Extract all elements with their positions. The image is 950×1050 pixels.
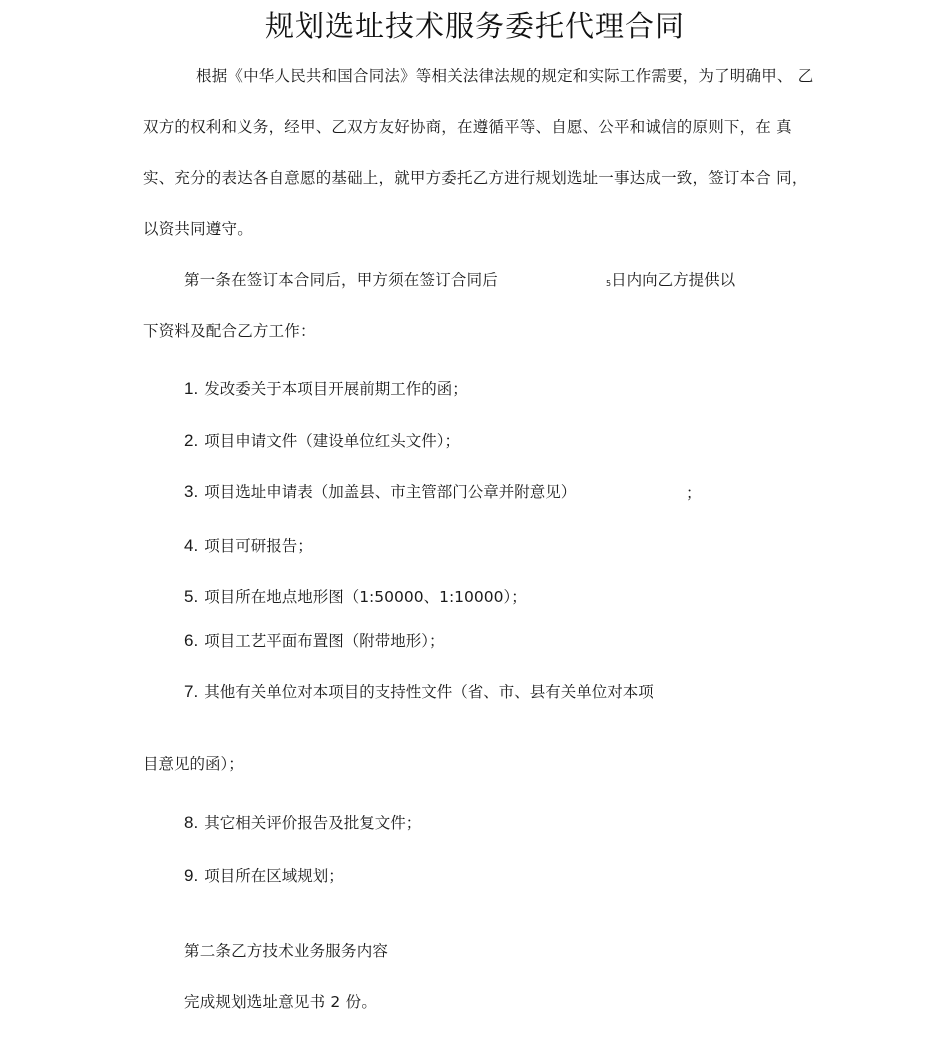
list-item-continuation: 目意见的函）； [143,755,244,773]
list-item-text: 项目可研报告； [204,537,313,555]
list-item-text: 其他有关单位对本项目的支持性文件（省、市、县有关单位对本项 [204,683,654,701]
list-item-number: 1. [184,379,199,398]
list-item-text: 项目所在区域规划； [204,867,344,885]
list-item-text: 项目工艺平面布置图（附带地形）； [204,632,445,650]
list-item [184,534,313,556]
list-item [184,629,444,651]
list-item-number: 4. [184,536,199,555]
list-item [184,680,654,702]
article1-lead: 第一条在签订本合同后，甲方须在签订合同后 [184,271,499,289]
article1-line-2: 下资料及配合乙方工作： [143,322,316,340]
document-title: 规划选址技术服务委托代理合同 [264,9,685,43]
list-item [184,864,344,886]
intro-line-1: 根据《中华人民共和国合同法》等相关法律法规的规定和实际工作需要，为了明确甲、 乙 [196,67,814,85]
intro-line-4: 以资共同遵守。 [143,220,253,238]
list-item [184,429,460,451]
list-item-number: 8. [184,813,199,832]
intro-line-2: 双方的权利和义务，经甲、乙双方友好协商，在遵循平等、自愿、公平和诚信的原则下，在 真 [143,118,792,136]
article2-heading: 第二条乙方技术业务服务内容 [184,942,389,960]
list-item-number: 2. [184,431,199,450]
list-item-text: 发改委关于本项目开展前期工作的函； [204,380,468,398]
article1-days-group [606,268,735,290]
list-item [184,377,468,399]
article1-days-value: 5 [606,279,612,288]
list-item-text: 项目申请文件（建设单位红头文件）； [204,432,460,450]
list-item-text: 其它相关评价报告及批复文件； [204,814,422,832]
list-item-number: 3. [184,482,199,501]
article2-content: 完成规划选址意见书 2 份。 [184,993,378,1011]
list-item-number: 5. [184,587,199,606]
list-item [184,585,527,607]
list-item [184,811,421,833]
list-item [184,480,576,502]
list-item-text: 项目所在地点地形图（1:50000、1:10000）； [204,588,527,606]
list-item-suffix: ； [686,484,702,502]
list-item-number: 6. [184,631,199,650]
intro-line-3: 实、充分的表达各自意愿的基础上，就甲方委托乙方进行规划选址一事达成一致，签订本合 同， [143,169,808,187]
list-item-number: 9. [184,866,199,885]
list-item-number: 7. [184,682,199,701]
list-item-text: 项目选址申请表（加盖县、市主管部门公章并附意见） [204,483,577,501]
article1-tail: 日内向乙方提供以 [611,271,736,289]
